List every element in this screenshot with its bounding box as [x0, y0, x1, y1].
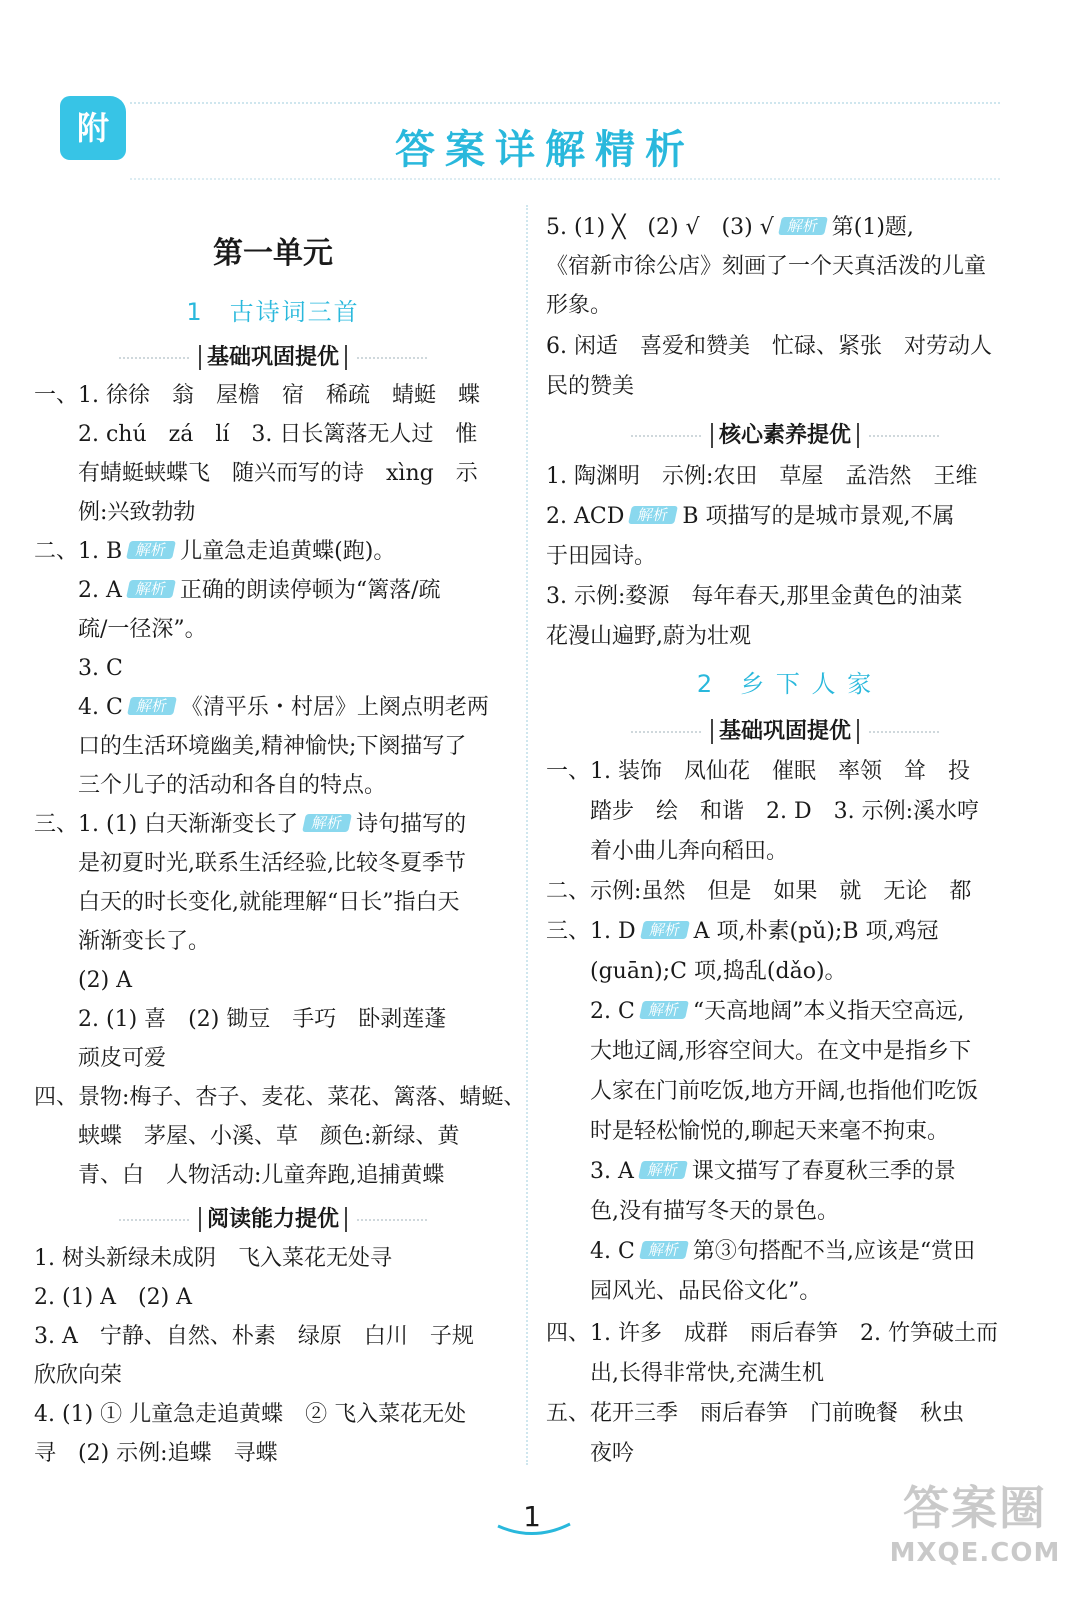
answer-line: 夜吟	[590, 1441, 635, 1466]
answer-line: 一、1. 徐徐 翁 屋檐 宿 稀疏 蜻蜓 蝶	[34, 383, 480, 408]
answer-line: 二、示例:虽然 但是 如果 就 无论 都	[546, 879, 972, 904]
answer-line: 渐渐变长了。	[78, 929, 211, 954]
answer-line: 花漫山遍野,蔚为壮观	[546, 624, 751, 649]
answer-line: 1. 树头新绿未成阴 飞入菜花无处寻	[34, 1246, 392, 1271]
unit-title: 第一单元	[213, 236, 333, 271]
answer-line: 2. (1) A (2) A	[34, 1285, 193, 1310]
answer-line: 2. ACD 解析 B 项描写的是城市景观,不属	[546, 504, 955, 529]
analysis-tag: 解析	[302, 814, 352, 832]
appendix-badge: 附	[60, 96, 126, 160]
column-divider	[526, 205, 528, 1465]
lesson-title-1: 1 古诗词三首	[186, 298, 360, 326]
answer-line: 2. A 解析 正确的朗读停顿为“篱落/疏	[78, 578, 441, 603]
answer-line: (guān);C 项,捣乱(dǎo)。	[590, 959, 847, 984]
analysis-tag: 解析	[126, 541, 176, 559]
analysis-tag: 解析	[639, 1001, 689, 1019]
watermark-url: MXQE.COM	[889, 1538, 1061, 1568]
analysis-tag: 解析	[126, 580, 176, 598]
answer-line: 五、花开三季 雨后春笋 门前晚餐 秋虫	[546, 1401, 965, 1426]
answer-line: 3. 示例:婺源 每年春天,那里金黄色的油菜	[546, 584, 963, 609]
answer-line: 三、1. D 解析 A 项,朴素(pǔ);B 项,鸡冠	[546, 919, 939, 944]
header-rule-top	[130, 102, 1000, 104]
answer-line: 四、景物:梅子、杏子、麦花、菜花、篱落、蜻蜓、	[34, 1085, 526, 1110]
page-title: 答案详解精析	[395, 127, 695, 173]
answer-line: 形象。	[546, 293, 613, 318]
page-number: 1	[523, 1500, 541, 1533]
answer-line: 4. C 解析 《清平乐・村居》上阕点明老两	[78, 695, 489, 720]
answer-line: 1. 陶渊明 示例:农田 草屋 孟浩然 王维	[546, 464, 978, 489]
answer-line: 园风光、品民俗文化”。	[590, 1279, 822, 1304]
answer-line: 例:兴致勃勃	[78, 500, 196, 525]
answer-line: 寻 (2) 示例:追蝶 寻蝶	[34, 1441, 278, 1466]
answer-line: 疏/一径深”。	[78, 617, 207, 642]
answer-line: 口的生活环境幽美,精神愉快;下阕描写了	[78, 734, 467, 759]
answer-line: 着小曲儿奔向稻田。	[590, 839, 789, 864]
answer-line: 4. (1) ① 儿童急走追黄蝶 ② 飞入菜花无处	[34, 1402, 467, 1427]
answer-line: 一、1. 装饰 凤仙花 催眠 率领 耸 投	[546, 759, 970, 784]
analysis-tag: 解析	[638, 1161, 688, 1179]
watermark-logo-text: 答案圈	[903, 1481, 1047, 1535]
answer-line: 三个儿子的活动和各自的特点。	[78, 773, 387, 798]
answer-line: 4. C 解析 第③句搭配不当,应该是“赏田	[590, 1239, 976, 1264]
analysis-tag: 解析	[628, 506, 678, 524]
section-heading-reading: 阅读能力提优	[34, 1202, 512, 1233]
section-heading-basic: 基础巩固提优	[34, 340, 512, 371]
answer-line: 2. chú zá lí 3. 日长篱落无人过 惟	[78, 422, 478, 447]
answer-line: 3. A 解析 课文描写了春夏秋三季的景	[590, 1159, 956, 1184]
analysis-tag: 解析	[127, 697, 177, 715]
page-number-arc	[494, 1520, 574, 1540]
answer-line: 青、白 人物活动:儿童奔跑,追捕黄蝶	[78, 1163, 445, 1188]
answer-line: 5. (1) ╳ (2) √ (3) √ 解析 第(1)题,	[546, 215, 914, 240]
answer-line: 3. C	[78, 656, 123, 681]
answer-line: 大地辽阔,形容空间大。在文中是指乡下	[590, 1039, 971, 1064]
answer-line: 顽皮可爱	[78, 1046, 167, 1071]
answer-line: 时是轻松愉悦的,聊起天来毫不拘束。	[590, 1119, 949, 1144]
analysis-tag: 解析	[639, 1241, 689, 1259]
answer-line: (2) A	[78, 968, 133, 993]
answer-line: 三、1. (1) 白天渐渐变长了 解析 诗句描写的	[34, 812, 467, 837]
answer-line: 出,长得非常快,充满生机	[590, 1361, 824, 1386]
watermark	[880, 1478, 1070, 1588]
answer-line: 白天的时长变化,就能理解“日长”指白天	[78, 890, 460, 915]
header-rule-bottom	[130, 178, 1000, 180]
answer-line: 6. 闲适 喜爱和赞美 忙碌、紧张 对劳动人	[546, 334, 992, 359]
answer-line: 踏步 绘 和谐 2. D 3. 示例:溪水哼	[590, 799, 980, 824]
answer-line: 民的赞美	[546, 374, 635, 399]
analysis-tag: 解析	[640, 921, 690, 939]
answer-line: 《宿新市徐公店》刻画了一个天真活泼的儿童	[546, 254, 987, 279]
answer-line: 2. (1) 喜 (2) 锄豆 手巧 卧剥莲蓬	[78, 1007, 447, 1032]
answer-line: 于田园诗。	[546, 544, 657, 569]
lesson-title-2: 2 乡 下 人 家	[696, 670, 874, 698]
answer-line: 二、1. B 解析 儿童急走追黄蝶(跑)。	[34, 539, 396, 564]
section-heading-basic-2: 基础巩固提优	[546, 714, 1024, 745]
answer-line: 色,没有描写冬天的景色。	[590, 1199, 839, 1224]
answer-line: 2. C 解析 “天高地阔”本义指天空高远,	[590, 999, 965, 1024]
section-heading-core: 核心素养提优	[546, 418, 1024, 449]
answer-line: 是初夏时光,联系生活经验,比较冬夏季节	[78, 851, 466, 876]
answer-line: 四、1. 许多 成群 雨后春笋 2. 竹笋破土而	[546, 1321, 998, 1346]
answer-line: 有蜻蜓蛱蝶飞 随兴而写的诗 xìng 示	[78, 461, 478, 486]
answer-line: 3. A 宁静、自然、朴素 绿原 白川 子规	[34, 1324, 474, 1349]
answer-line: 欣欣向荣	[34, 1363, 123, 1388]
answer-line: 人家在门前吃饭,地方开阔,也指他们吃饭	[590, 1079, 978, 1104]
analysis-tag: 解析	[778, 217, 828, 235]
answer-line: 蛱蝶 茅屋、小溪、草 颜色:新绿、黄	[78, 1124, 460, 1149]
